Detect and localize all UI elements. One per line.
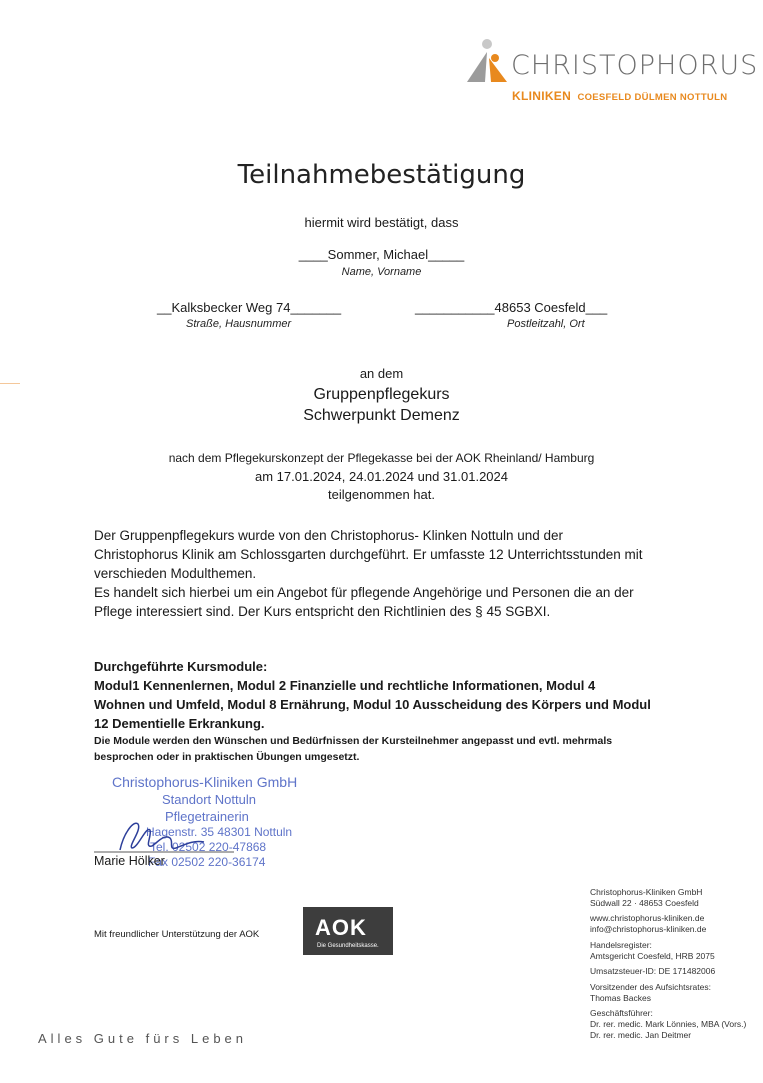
concept-line3: teilgenommen hat. [328, 487, 435, 502]
city-line: ___________48653 Coesfeld___ [415, 300, 608, 315]
footer-email: info@christophorus-kliniken.de [590, 924, 707, 935]
motto: Alles Gute fürs Leben [38, 1031, 248, 1046]
footer-register: Amtsgericht Coesfeld, HRB 2075 [590, 950, 715, 961]
name-line: ____Sommer, Michael_____ [298, 247, 465, 262]
fold-mark [0, 383, 20, 384]
modules-line: Modul1 Kennenlernen, Modul 2 Finanzielle und rechtliche Informationen, Modul 4 [94, 678, 596, 693]
description-paragraph [94, 526, 734, 621]
logo-subtitle [512, 89, 727, 103]
street-label: Straße, Hausnummer [186, 318, 292, 330]
signer-name: Marie Hölker [94, 854, 165, 868]
logo-name: CHRISTOPHORUS [511, 50, 759, 81]
christophorus-logo-mark [465, 38, 509, 84]
modules-note [94, 733, 734, 765]
aok-logo [303, 907, 393, 955]
stamp-line1: Christophorus-Kliniken GmbH [112, 774, 298, 790]
concept-line1: nach dem Pflegekurskonzept der Pflegekasse bei der AOK Rheinland/ Hamburg [168, 451, 595, 465]
logo-sub-locations: COESFELD DÜLMEN NOTTULN [577, 92, 728, 103]
footer-mgmt2: Dr. rer. medic. Jan Deitmer [590, 1029, 692, 1040]
footer-board-label: Vorsitzender des Aufsichtsrates: [590, 981, 711, 992]
intro-text: hiermit wird bestätigt, dass [304, 215, 459, 230]
street-line: __Kalksbecker Weg 74_______ [157, 300, 342, 315]
name-label: Name, Vorname [341, 266, 422, 278]
concept-dates: am 17.01.2024, 24.01.2024 und 31.01.2024 [255, 469, 508, 484]
paragraph-line: Christophorus Klinik am Schlossgarten durchgeführt. Er umfasste 12 Unterrichtsstunden mit [94, 547, 643, 562]
aok-tagline: Die Gesundheitskasse. [317, 943, 379, 949]
footer-web: www.christophorus-kliniken.de [590, 913, 705, 924]
footer-address: Südwall 22 · 48653 Coesfeld [590, 897, 699, 908]
paragraph-line: Der Gruppenpflegekurs wurde von den Christophorus- Klinken Nottuln und der [94, 528, 564, 543]
footer-mgmt1: Dr. rer. medic. Mark Lönnies, MBA (Vors.) [590, 1019, 747, 1030]
footer-vat: Umsatzsteuer-ID: DE 171482006 [590, 966, 716, 977]
modules-line: Wohnen und Umfeld, Modul 8 Ernährung, Modul 10 Ausscheidung des Körpers und Modul [94, 697, 651, 712]
page-title: Teilnahmebestätigung [237, 160, 526, 190]
stamp-line6: Fax 02502 220-36174 [148, 855, 266, 869]
footer-mgmt-label: Geschäftsführer: [590, 1008, 653, 1019]
city-label: Postleitzahl, Ort [507, 318, 585, 330]
support-text: Mit freundlicher Unterstützung der AOK [94, 929, 260, 940]
paragraph-line: verschieden Modulthemen. [94, 566, 257, 581]
stamp-line2: Standort Nottuln [162, 792, 256, 807]
paragraph-line: Pflege interessiert sind. Der Kurs entspricht den Richtlinien des § 45 SGBXI. [94, 604, 551, 619]
course-title-line1: Gruppenpflegekurs [313, 386, 450, 403]
modules-heading: Durchgeführte Kursmodule: [94, 659, 268, 674]
stamp-line3: Pflegetrainerin [165, 809, 249, 824]
footer-company-info [590, 887, 760, 1040]
course-title-line2: Schwerpunkt Demenz [303, 407, 460, 424]
footer-board: Thomas Backes [590, 992, 651, 1003]
footer-register-label: Handelsregister: [590, 939, 652, 950]
paragraph-line: Es handelt sich hierbei um ein Angebot für pflegende Angehörige und Personen die an der [94, 585, 634, 600]
aok-logo-text: AOK [315, 915, 367, 940]
an-dem-text: an dem [359, 366, 404, 381]
modules-line: 12 Dementielle Erkrankung. [94, 716, 265, 731]
stamp-line5: Tel. 02502 220-47868 [150, 840, 267, 854]
logo-sub-kliniken: KLINIKEN [512, 89, 572, 103]
modules-note-line: besprochen oder in praktischen Übungen umgesetzt. [94, 751, 360, 763]
stamp-line4: Hagenstr. 35 48301 Nottuln [146, 825, 293, 839]
modules-note-line: Die Module werden den Wünschen und Bedürfnissen der Kursteilnehmer angepasst und evtl. mehrmals [94, 735, 613, 747]
modules-section [94, 657, 734, 733]
footer-company: Christophorus-Kliniken GmbH [590, 887, 703, 897]
